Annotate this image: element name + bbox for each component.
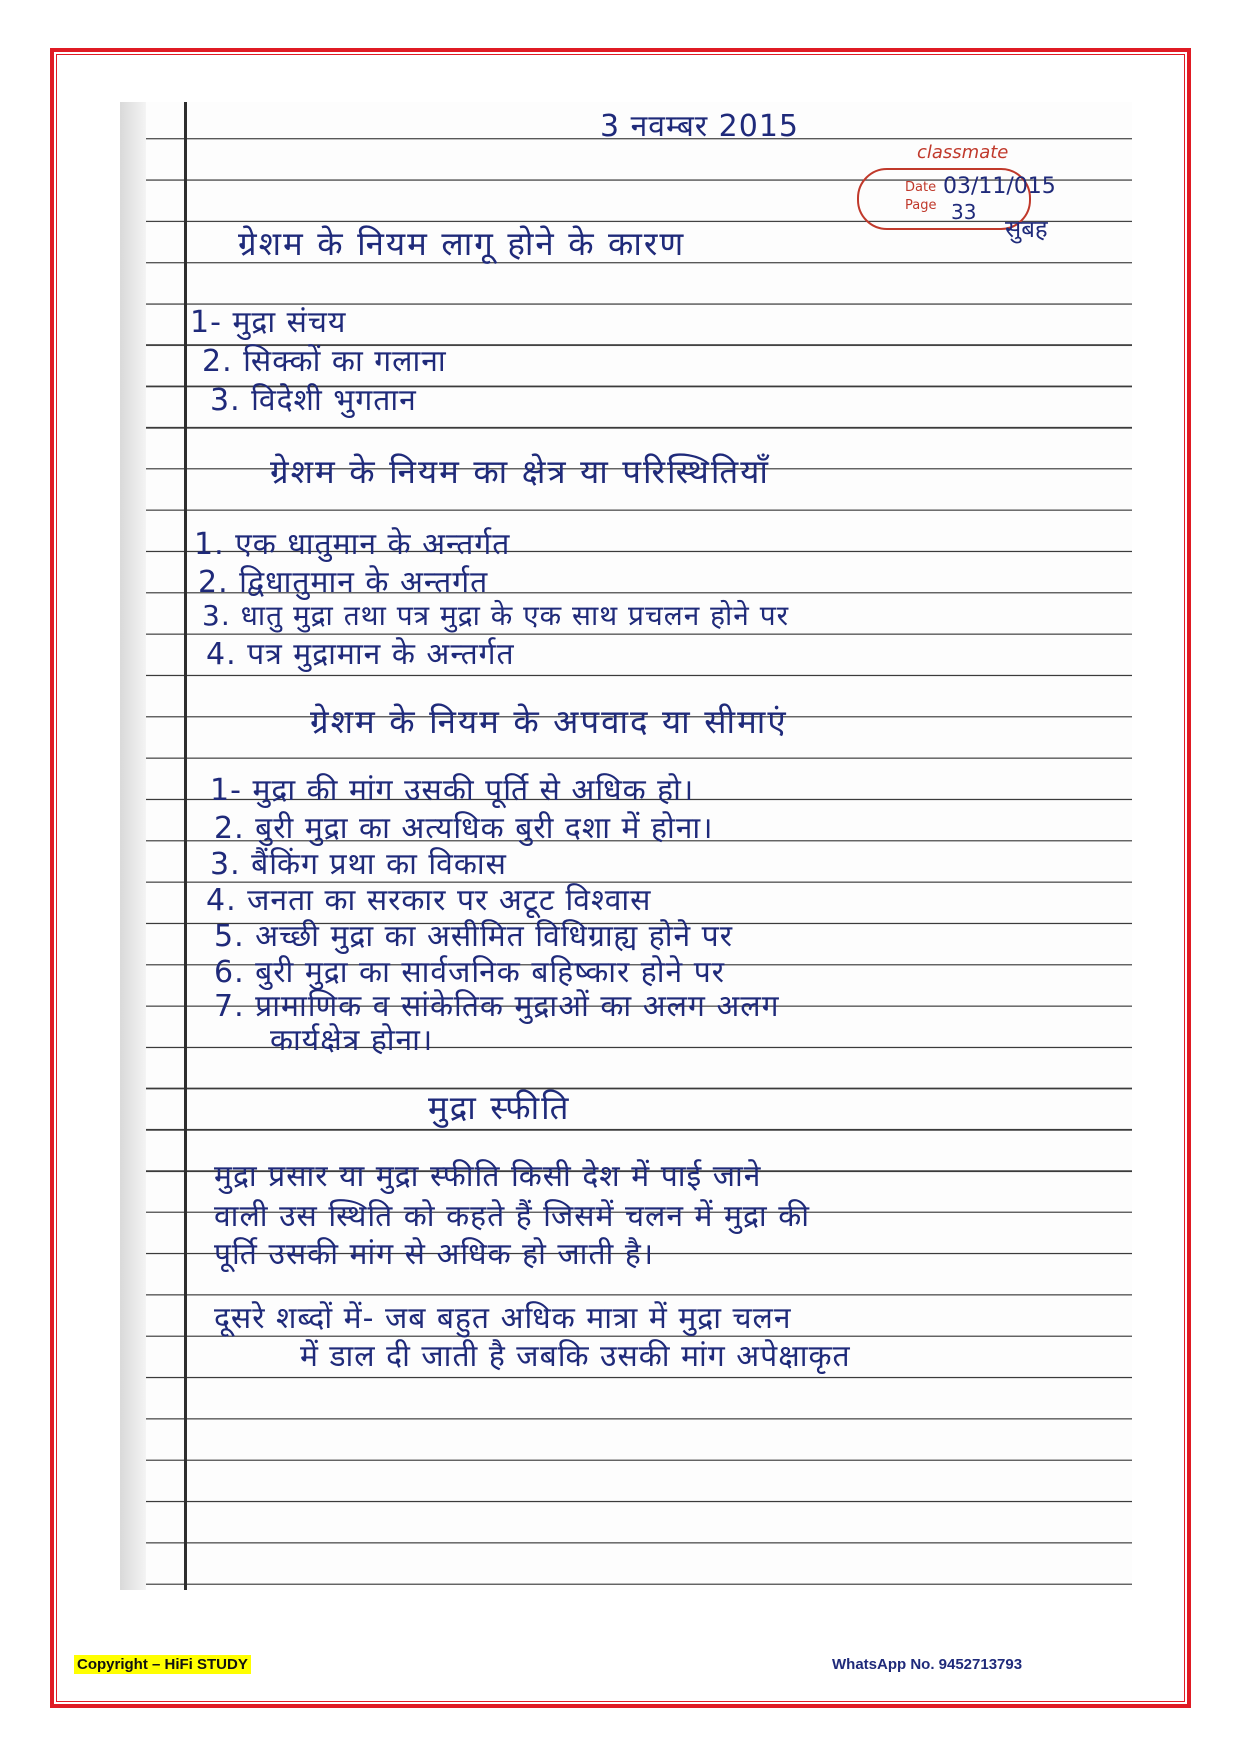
session-label: सुबह xyxy=(1005,215,1048,243)
copyright-label: Copyright – HiFi STUDY xyxy=(74,1655,251,1674)
section-heading-4: मुद्रा स्फीति xyxy=(428,1088,571,1127)
date-label: Date xyxy=(905,180,937,195)
paragraph-line: पूर्ति उसकी मांग से अधिक हो जाती है। xyxy=(214,1237,655,1272)
section-heading-1: ग्रेशम के नियम लागू होने के कारण xyxy=(238,224,686,263)
list-item: 5. अच्छी मुद्रा का असीमित विधिग्राह्य होने पर xyxy=(214,919,733,954)
classmate-logo xyxy=(845,142,1085,242)
list-item: 1- मुद्रा की मांग उसकी पूर्ति से अधिक हो। xyxy=(210,773,695,808)
brand-name: classmate xyxy=(917,142,1009,163)
whatsapp-label: WhatsApp No. 9452713793 xyxy=(832,1656,1023,1673)
list-item: 2. सिक्कों का गलाना xyxy=(202,344,447,379)
paragraph-line: मुद्रा प्रसार या मुद्रा स्फीति किसी देश में पाई जाने xyxy=(214,1159,762,1194)
notebook-page xyxy=(120,102,1132,1590)
list-item: 1. एक धातुमान के अन्तर्गत xyxy=(194,527,511,562)
section-heading-2: ग्रेशम के नियम का क्षेत्र या परिस्थितियाँ xyxy=(270,452,770,491)
list-item: 6. बुरी मुद्रा का सार्वजनिक बहिष्कार होने पर xyxy=(214,955,726,990)
list-item: 2. द्विधातुमान के अन्तर्गत xyxy=(198,565,489,600)
paragraph-line: में डाल दी जाती है जबकि उसकी मांग अपेक्षाकृत xyxy=(300,1339,851,1374)
list-item: 7. प्रामाणिक व सांकेतिक मुद्राओं का अलग अलग xyxy=(214,989,780,1024)
margin-line xyxy=(184,102,187,1590)
list-item: 3. बैंकिंग प्रथा का विकास xyxy=(210,847,507,882)
date-value: 03/11/015 xyxy=(943,174,1056,199)
section-heading-3: ग्रेशम के नियम के अपवाद या सीमाएं xyxy=(310,702,788,741)
list-item: 2. बुरी मुद्रा का अत्यधिक बुरी दशा में होना। xyxy=(214,811,714,846)
list-item: 1- मुद्रा संचय xyxy=(190,305,347,340)
list-item: 4. जनता का सरकार पर अटूट विश्वास xyxy=(206,883,652,918)
page-label: Page xyxy=(905,198,937,213)
list-item: 3. धातु मुद्रा तथा पत्र मुद्रा के एक साथ प्रचलन होने पर xyxy=(202,599,790,632)
page-binding-edge xyxy=(120,102,146,1590)
paragraph-line: दूसरे शब्दों में- जब बहुत अधिक मात्रा में मुद्रा चलन xyxy=(214,1301,792,1336)
list-item: 4. पत्र मुद्रामान के अन्तर्गत xyxy=(206,637,515,672)
paragraph-line: वाली उस स्थिति को कहते हैं जिसमें चलन में मुद्रा की xyxy=(214,1199,811,1234)
page-value: 33 xyxy=(951,200,977,224)
list-item: 3. विदेशी भुगतान xyxy=(210,383,417,418)
list-item: कार्यक्षेत्र होना। xyxy=(270,1023,434,1058)
date-heading: 3 नवम्बर 2015 xyxy=(600,109,799,144)
